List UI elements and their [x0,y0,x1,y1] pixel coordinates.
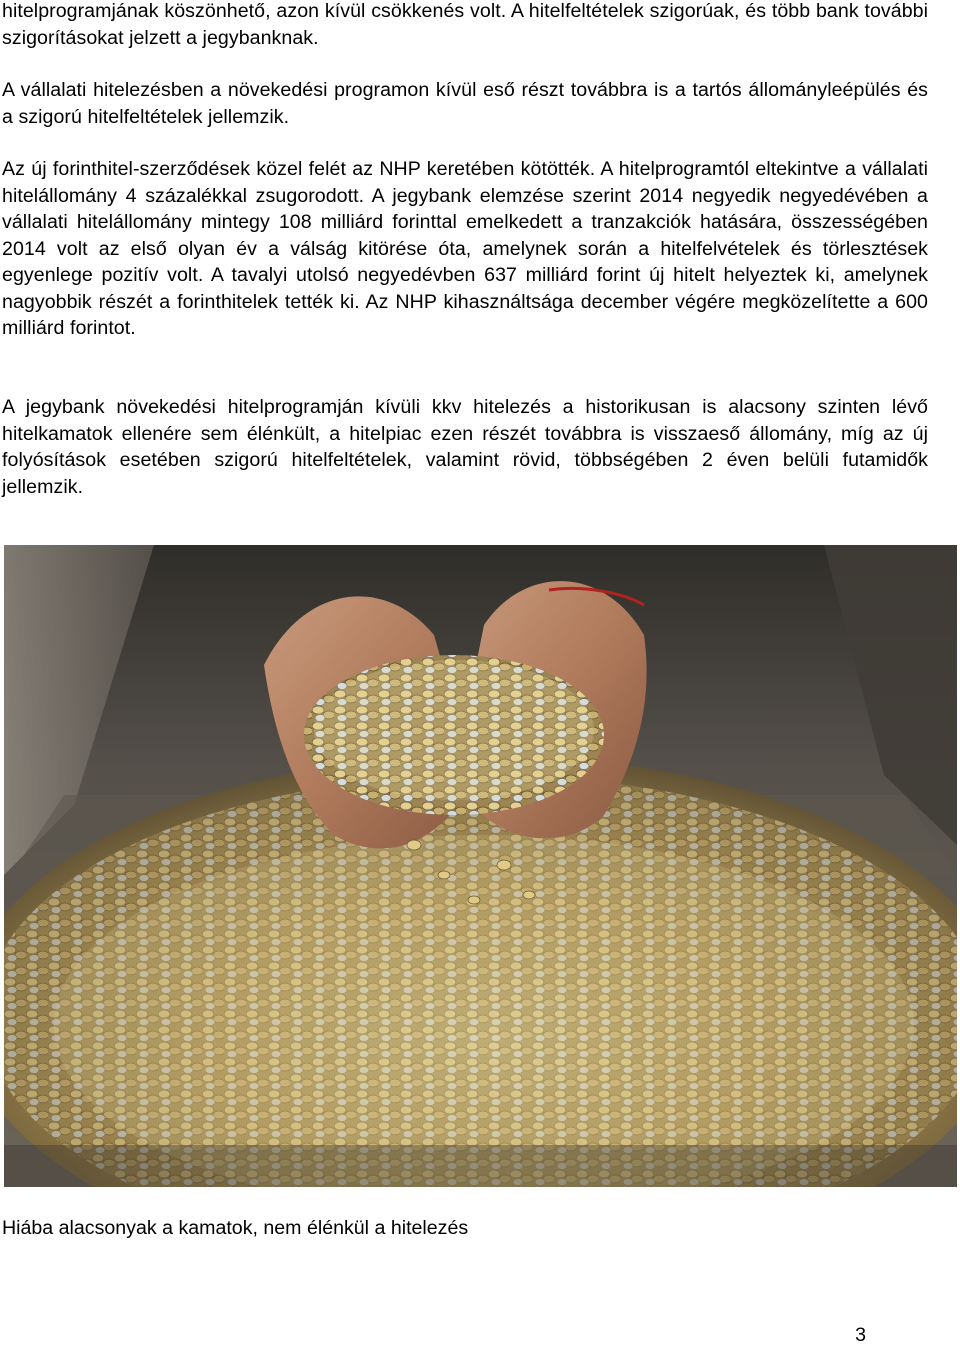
paragraph-4: A jegybank növekedési hitelprogramján kívüli kkv hitelezés a historikusan is alacsony szinten lévő hitelkamatok ellenére sem élénkült, a hitelpiac ezen részét továbbra is visszaeső állomány, míg az új folyósítások esetében szigorú hitelfeltételek, valamint rövid, többségében 2 éven belüli futamidők jellemzik. [2,396,928,498]
photo-caption: Hiába alacsonyak a kamatok, nem élénkül a hitelezés [2,1217,469,1239]
paragraph-2: A vállalati hitelezésben a növekedési programon kívül eső részt továbbra is a tartós állományleépülés és a szigorú hitelfeltételek jellemzik. [2,79,928,128]
news-photo [4,545,957,1187]
page-number: 3 [855,1324,866,1346]
coins-in-hands-icon [4,545,957,1187]
paragraph-3: Az új forinthitel-szerződések közel felét az NHP keretében kötötték. A hitelprogramtól eltekintve a vállalati hitelállomány 4 százalékkal zsugorodott. A jegybank elemzése szerint 2014 negyedik negyedévében a vállalati hitelállomány mintegy 108 milliárd forinttal emelkedett a tranzakciók hatására, összességében 2014 volt az első olyan év a válság kitörése óta, amelynek során a hitelfelvételek és törlesztések egyenlege pozitív volt. A tavalyi utolsó negyedévben 637 milliárd forint új hitelt helyeztek ki, amelynek nagyobbik részét a forinthitelek tették ki. Az NHP kihasználtsága december végére megközelítette a 600 milliárd forintot. [2,158,928,339]
paragraph-1: hitelprogramjának köszönhető, azon kívül csökkenés volt. A hitelfeltételek szigorúak, és több bank további szigorításokat jelzett a jegybanknak. [2,0,928,49]
